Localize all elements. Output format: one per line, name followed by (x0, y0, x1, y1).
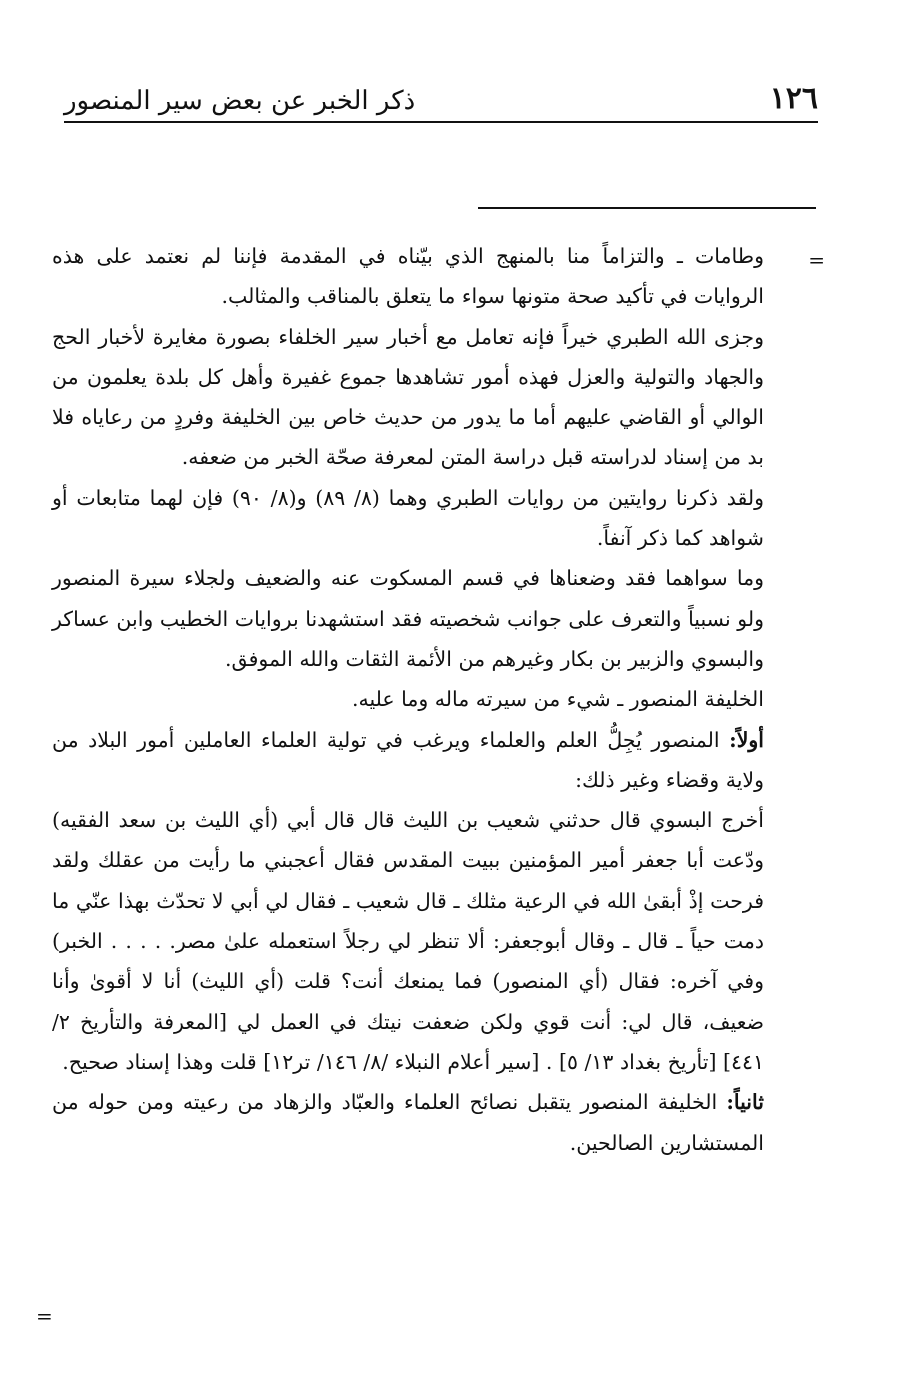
point-lead: ثانياً: (726, 1090, 764, 1115)
paragraph-text: المنصور يُجِلُّ العلم والعلماء ويرغب في تولية العلماء العاملين أمور البلاد من ولاية وقضاء وغير ذلك: (52, 727, 764, 792)
paragraph-text: ولقد ذكرنا روايتين من روايات الطبري وهما (٨/ ٨٩) و(٨/ ٩٠) فإن لهما متابعات أو شواهد كما ذكر آنفاً. (52, 485, 764, 551)
paragraph-footnote-continuation (52, 236, 764, 317)
page-header (64, 78, 818, 118)
point-lead: أولاً: (729, 727, 764, 752)
paragraph-text: الخليفة المنصور ـ شيء من سيرته ماله وما عليه. (351, 687, 764, 712)
body-text (52, 236, 764, 1163)
paragraph-two-narrations (52, 478, 764, 559)
paragraph-second-point (52, 1082, 764, 1163)
paragraph-tabari-method (52, 317, 764, 478)
page-number: ١٢٦ (769, 81, 818, 116)
paragraph-text: وطامات ـ والتزاماً منا بالمنهج الذي بيّناه في المقدمة فإننا لم نعتمد على هذه الروايات في تأكيد صحة متونها سواء ما يتعلق بالمناقب والمثالب. (52, 244, 764, 309)
header-rule (64, 121, 818, 123)
running-title: ذكر الخبر عن بعض سير المنصور (64, 86, 416, 116)
section-heading (52, 679, 764, 719)
paragraph-first-point (52, 720, 764, 801)
continuation-marker-top: = (808, 248, 825, 272)
paragraph-other-sources (52, 558, 764, 679)
paragraph-text: الخليفة المنصور يتقبل نصائح العلماء والعبّاد والزهاد من رعيته ومن حوله من المستشارين الصالحين. (52, 1090, 764, 1155)
footnote-separator-rule (478, 207, 816, 209)
paragraph-text: وما سواهما فقد وضعناها في قسم المسكوت عنه والضعيف ولجلاء سيرة المنصور ولو نسبياً والتعرف على جوانب شخصيته فقد استشهدنا بروايات الخطيب وابن عساكر والبسوي والزبير بن بكار وغيرهم من الأئمة الثقات والله الموفق. (52, 566, 764, 671)
paragraph-text: وجزى الله الطبري خيراً فإنه تعامل مع أخبار سير الخلفاء بصورة مغايرة لأخبار الحج والجهاد والتولية والعزل فهذه أمور تشاهدها جموع غفيرة وأهل كل بلدة يعلمون من الوالي أو القاضي عليهم أما ما يدور من حديث خاص بين الخليفة وفردٍ من رعاياه فلا بد من إسناد لدراسته قبل دراسة المتن لمعرفة صحّة الخبر من ضعفه. (52, 324, 764, 470)
paragraph-text: أخرج البسوي قال حدثني شعيب بن الليث قال قال أبي (أي الليث بن سعد الفقيه) ودّعت أبا جعفر أمير المؤمنين ببيت المقدس فقال أعجبني ما رأيت من عقلك ولقد فرحت إذْ أبقىٰ الله في الرعية مثلك ـ قال شعيب ـ فقال لي أبي لا تحدّث بهذا عنّي ما دمت حياً ـ قال ـ وقال أبوجعفر: ألا تنظر لي رجلاً استعمله علىٰ مصر. . . . . الخبر) وفي آخره: فقال (أي المنصور) فما يمنعك أنت؟ قلت (أي الليث) أنا لا أقوىٰ وأنا ضعيف، قال لي: أنت قوي ولكن ضعفت نيتك في العمل لي [المعرفة والتأريخ ٢/ ٤٤١] [تأريخ بغداد ١٣/ ٥] . [سير أعلام النبلاء /٨/ ١٤٦/ تر١٢] قلت وهذا إسناد صحيح. (52, 808, 764, 1074)
paragraph-basawi-narration (52, 800, 764, 1082)
continuation-marker-bottom: = (36, 1304, 53, 1328)
